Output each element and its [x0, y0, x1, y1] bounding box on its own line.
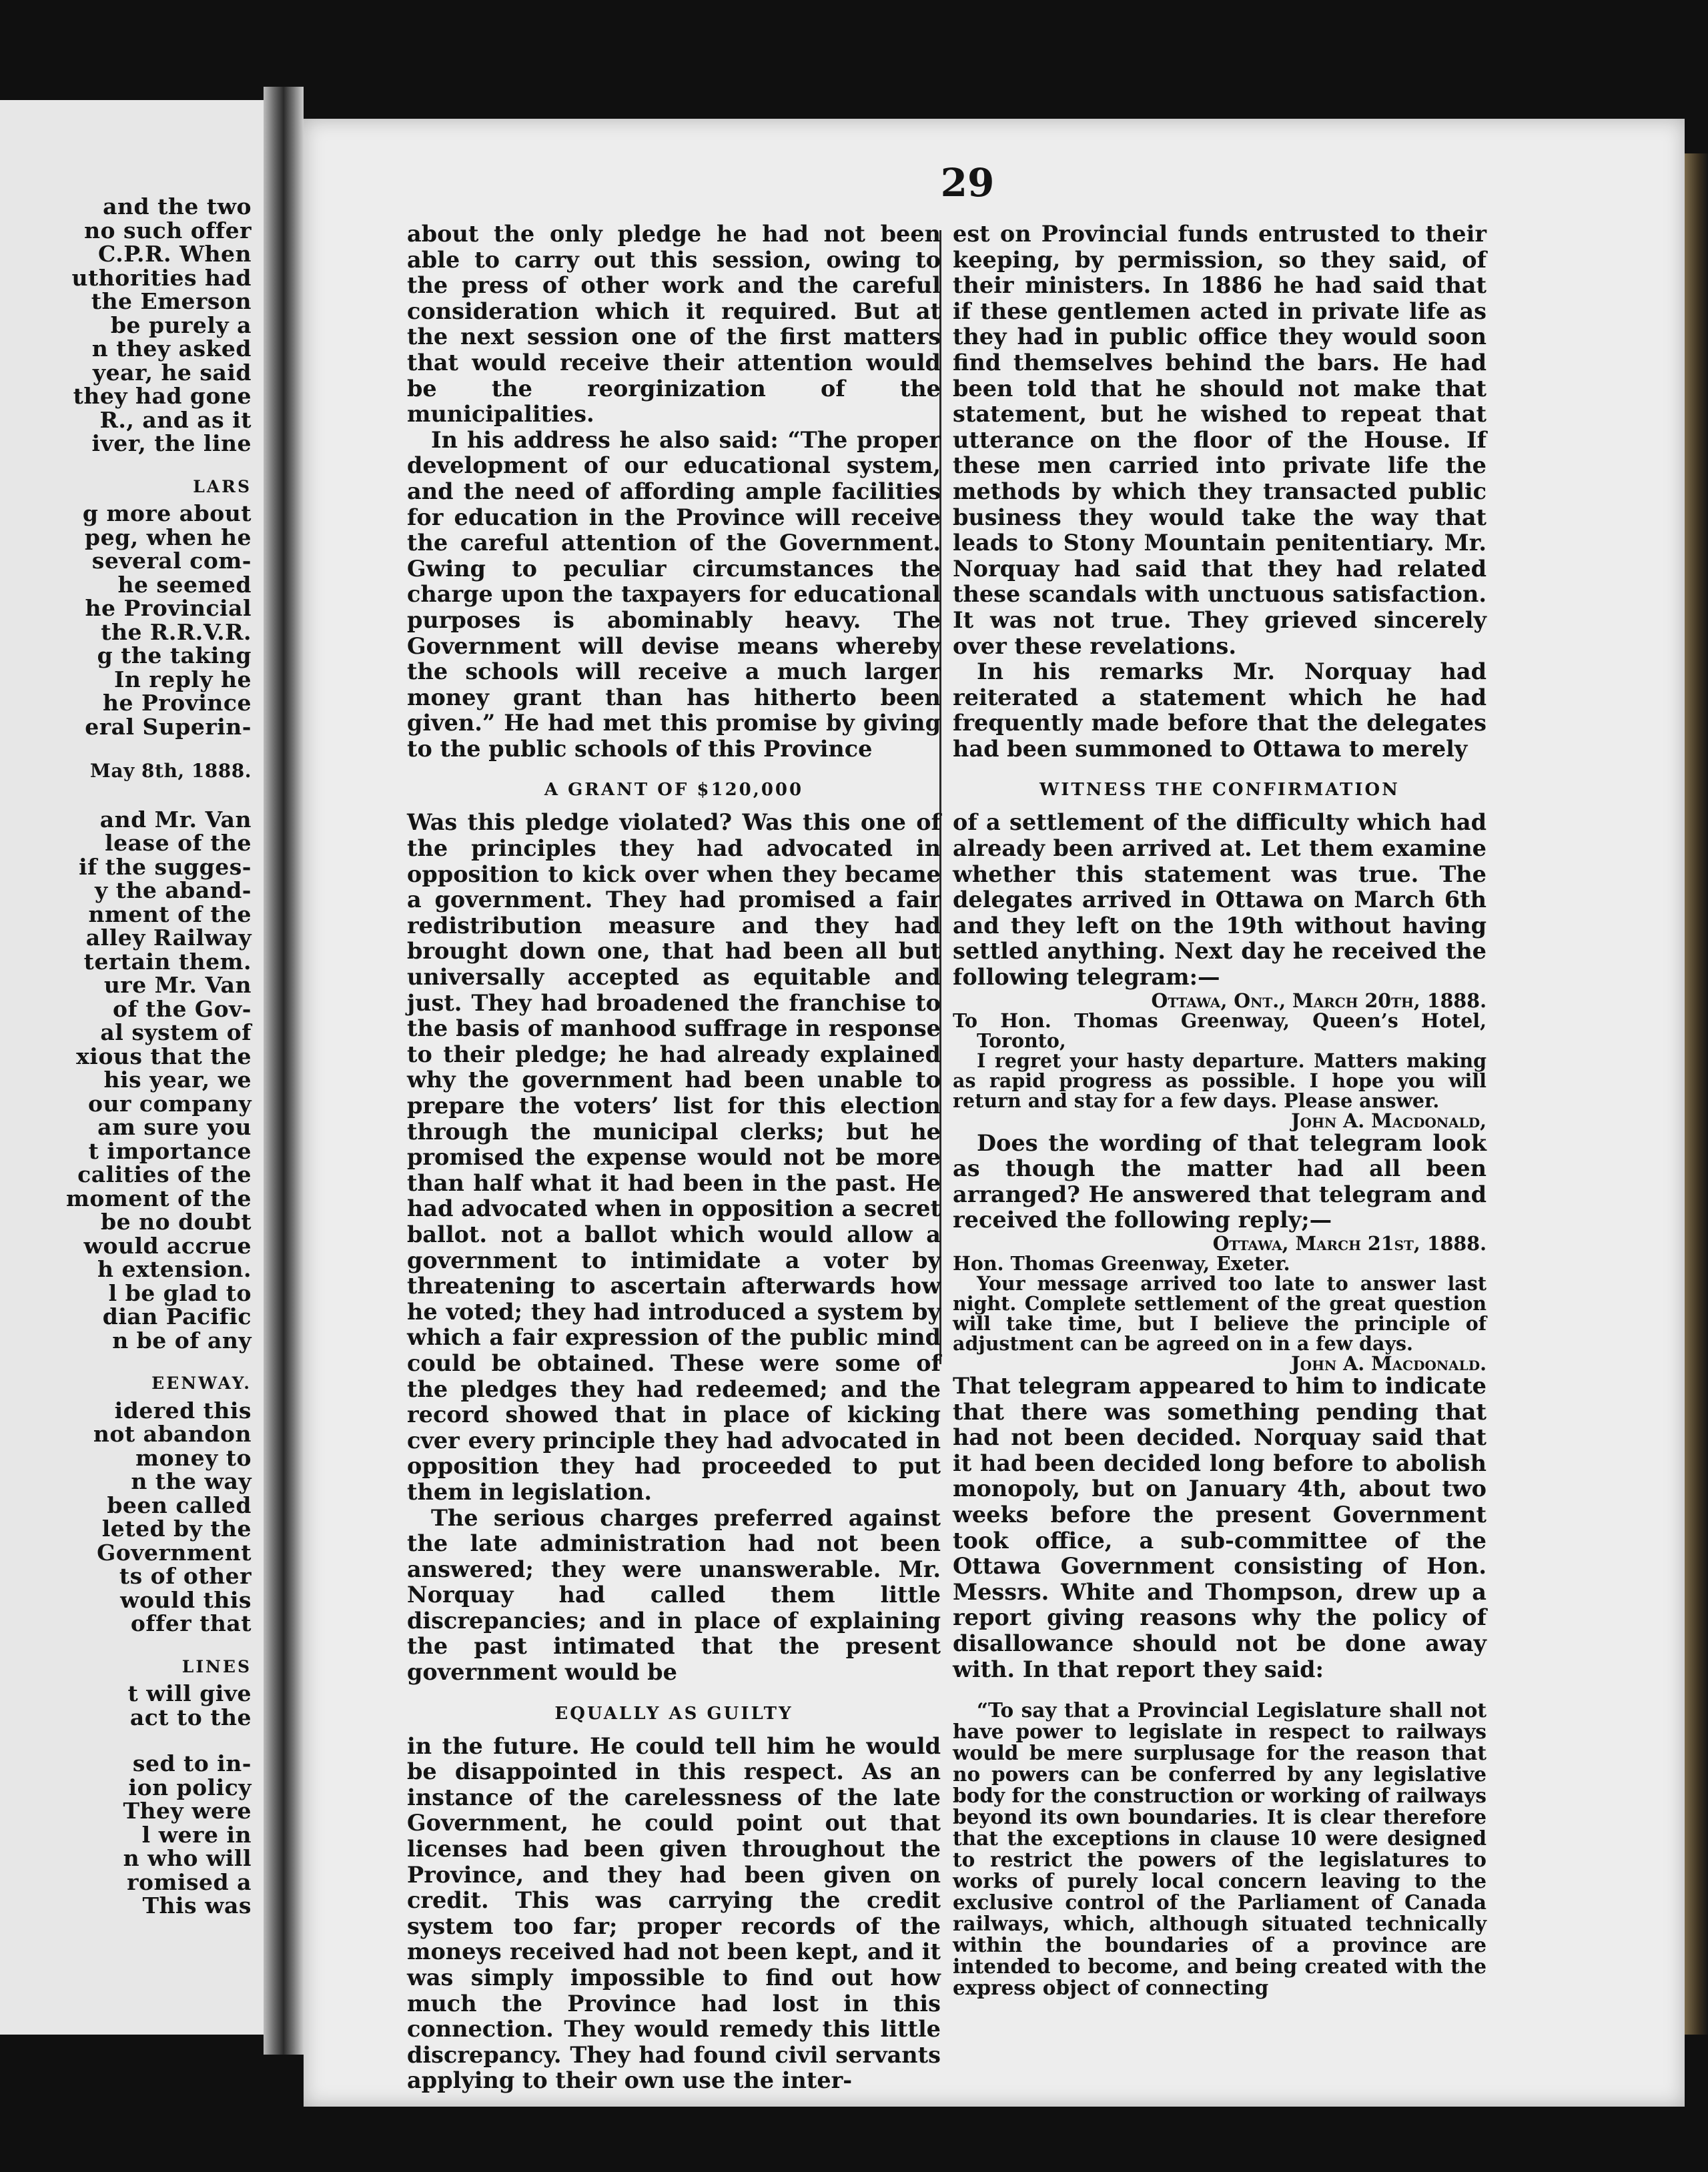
left-page-line: al system of [100, 1019, 252, 1045]
left-page-line: R., and as it [99, 406, 252, 433]
section-heading: WITNESS THE CONFIRMATION [1039, 780, 1400, 800]
telegram-signature: John A. Macdonald, [1291, 1109, 1486, 1132]
left-page-line: am sure you [97, 1114, 252, 1140]
left-page-line: if the sugges- [79, 853, 252, 880]
left-page-line: alley Railway [85, 925, 252, 951]
left-page-line: our company [87, 1090, 252, 1117]
left-page-line: n be of any [112, 1327, 252, 1353]
left-page-line: he Province [103, 690, 252, 716]
paragraph: In his address he also said: “The proper development of our educational system, and the need of affording ample facilities for education in the Province will receive the careful attention of the Government. Gwing to peculiar circumstances the charge upon the taxpayers for educational purposes is abominably heavy. The Government will devise means whereby the schools will receive a much larger money grant than has hitherto been given.” He had met this promise by giving to the public schools of this Province [407, 426, 941, 762]
left-page-line: offer that [130, 1610, 252, 1636]
left-page-fragment [0, 100, 264, 2035]
column-right [953, 221, 1486, 1999]
left-page-line: May 8th, 1888. [89, 760, 252, 782]
page-edge [1685, 153, 1708, 2035]
left-page-line: They were [123, 1798, 252, 1824]
left-page-line: g more about [82, 500, 252, 526]
left-page-line: h extension. [97, 1256, 252, 1282]
left-page-line: LARS [193, 476, 252, 496]
left-page-line: t will give [127, 1680, 252, 1706]
left-page-line: y the aband- [95, 877, 252, 903]
telegram-date: Ottawa, Ont., March 20th, 1888. [1151, 989, 1486, 1012]
left-page-line: lease of the [105, 830, 252, 856]
paragraph: of a settlement of the difficulty which had already been arrived at. Let them examine whether this statement was true. The delegates arrived in Ottawa on March 6th and they left on the 19th without having settled anything. Next day he received the following telegram:— [953, 809, 1486, 991]
left-page-line: his year, we [103, 1067, 252, 1093]
left-page-line: LINES [181, 1656, 252, 1676]
left-page-line: moment of the [66, 1185, 252, 1211]
left-page-line: xious that the [76, 1043, 252, 1069]
telegram-recipient: Hon. Thomas Greenway, Exeter. [953, 1252, 1290, 1275]
left-page-line: romised a [127, 1868, 252, 1895]
left-page-line: t importance [88, 1137, 252, 1164]
left-page-line: they had gone [73, 383, 252, 409]
paragraph: about the only pledge he had not been able to carry out this session, owing to the press of other work and the careful consideration which it required. But at the next session one of the first matters that would receive their attention would be the reorginization of the municipalities. [407, 221, 941, 428]
left-page-line: n they asked [91, 336, 252, 362]
paragraph: In his remarks Mr. Norquay had reiterated a statement which he had frequently made before that the delegates had been summoned to Ottawa to merely [953, 658, 1486, 762]
telegram-recipient: To Hon. Thomas Greenway, Queen’s Hotel, Toronto, [953, 1009, 1486, 1052]
left-page-line: eral Superin- [85, 713, 252, 740]
left-page-line: ion policy [128, 1774, 252, 1800]
left-page-line: calities of the [77, 1161, 252, 1187]
section-heading: EQUALLY AS GUILTY [554, 1703, 793, 1724]
left-page-line: n who will [123, 1845, 252, 1871]
left-page-line: uthorities had [71, 264, 252, 291]
left-page-line: ure Mr. Van [103, 972, 252, 998]
telegram-date: Ottawa, March 21st, 1888. [1212, 1232, 1486, 1255]
left-page-line: no such offer [84, 217, 252, 243]
left-page-line: l be glad to [108, 1279, 252, 1306]
left-page-line: he Provincial [85, 595, 252, 621]
left-page-line: he seemed [117, 571, 252, 598]
left-page-line: dian Pacific [102, 1303, 252, 1329]
paragraph: Does the wording of that telegram look as though the matter had all been arranged? He answered that telegram and received the following reply;— [953, 1129, 1486, 1233]
left-page-line: and Mr. Van [99, 806, 252, 833]
book-gutter [264, 87, 304, 2055]
left-page-line: ts of other [119, 1563, 252, 1589]
page-number: 29 [940, 160, 995, 205]
left-page-line: In reply he [113, 666, 252, 692]
left-page-line: be no doubt [101, 1209, 252, 1235]
left-page-line: EENWAY. [151, 1374, 252, 1393]
left-page-line: C.P.R. When [98, 241, 252, 267]
left-page-line: nment of the [88, 901, 252, 927]
left-page-line: several com- [91, 548, 252, 574]
left-page-line: g the taking [97, 642, 252, 668]
left-page-line: of the Gov- [113, 995, 252, 1022]
left-page-line: and the two [103, 193, 252, 219]
left-page-line: be purely a [110, 312, 252, 338]
left-page-line: act to the [129, 1704, 252, 1730]
left-page-line: been called [107, 1492, 252, 1518]
section-heading: A GRANT OF $120,000 [544, 780, 804, 800]
left-page-line: Government [97, 1539, 252, 1566]
left-page-line: the R.R.V.R. [101, 618, 252, 645]
left-page-line: peg, when he [85, 524, 252, 550]
left-page-line: idered this [114, 1397, 252, 1424]
paragraph: Was this pledge violated? Was this one of the principles they had advocated in opposition to kick over when they became a government. They had promised a fair redistribution measure and they had brought down one, that had been all but universally accepted as equitable and just. They had broadened the franchise to the basis of manhood suffrage in response to their pledge; he had already explained why the government had been unable to prepare the voters’ list for this election through the municipal clerks; but he promised the expense would not be more than half what it had been in the past. He had advocated when in opposition a secret ballot. not a ballot which would allow a government to intimidate a voter by threatening to ascertain afterwards how he voted; they had introduced a system by which a fair expression of the public mind could be obtained. These were some of the pledges they had redeemed; and the record showed that in place of kicking cver every principle they had advocated in opposition they had proceeded to put them in legislation. [407, 809, 941, 1505]
paragraph: est on Provincial funds entrusted to their keeping, by permission, so they said, of their ministers. In 1886 he had said that if these gentlemen acted in private life as they had in public office they would soon find themselves behind the bars. He had been told that he should not make that statement, but he wished to repeat that utterance on the floor of the House. If these men carried into private life the methods by which they transacted public business they would take the way that leads to Stony Mountain penitentiary. Mr. Norquay had said that they had related these scandals with unctuous satisfaction. It was not true. They grieved sincerely over these revelations. [953, 221, 1486, 659]
left-page-line: l were in [141, 1821, 252, 1848]
left-page-line: would this [120, 1586, 252, 1613]
left-page-line: money to [135, 1444, 252, 1471]
left-page-line: iver, the line [91, 430, 252, 456]
telegram-signature: John A. Macdonald. [1291, 1352, 1486, 1375]
left-page-line: the Emerson [91, 288, 252, 314]
paragraph: That telegram appeared to him to indicate that there was something pending that had not been decided. Norquay said that it had been decided long before to abolish monopoly, but on January 4th, about two weeks before the present Government took office, a sub-committee of the Ottawa Government consisting of Hon. Messrs. White and Thompson, drew up a report giving reasons why the policy of disallowance should not be done away with. In that report they said: [953, 1373, 1486, 1682]
column-left [407, 221, 941, 2094]
left-page-line: sed to in- [132, 1750, 252, 1776]
left-page-line: not abandon [93, 1421, 252, 1447]
quotation: “To say that a Provincial Legislature shall not have power to legislate in respect to railways would be mere surplusage for the reason that no powers can be conferred by any legislative body for the construction or working of railways beyond its own boundaries. It is clear therefore that the exceptions in clause 10 were designed to restrict the powers of the legislatures to works of purely local concern leaving to the exclusive control of the Parliament of Canada railways, which, although situated technically within the boundaries of a province are intended to become, and being created with the express object of connecting [953, 1698, 1486, 2000]
telegram-body: I regret your hasty departure. Matters making as rapid progress as possible. I hope you will return and stay for a few days. Please answer. [953, 1049, 1486, 1112]
paragraph: in the future. He could tell him he would be disappointed in this respect. As an instance of the carelessness of the late Government, he could point out that licenses had been given throughout the Province, and they had been given on credit. This was carrying the credit system too far; proper records of the moneys received had not been kept, and it was simply impossible to find out how much the Province had lost in this connection. They would remedy this little discrepancy. They had found civil servants applying to their own use the inter- [407, 1732, 941, 2094]
left-page-line: leted by the [101, 1516, 252, 1542]
left-page-line: tertain them. [83, 948, 252, 975]
telegram-body: Your message arrived too late to answer last night. Complete settlement of the great question will take time, but I believe the principle of adjustment can be agreed on in a few days. [953, 1272, 1486, 1355]
left-page-line: n the way [131, 1468, 252, 1494]
left-page-line: This was [142, 1892, 252, 1919]
left-page-line: year, he said [92, 359, 252, 386]
left-page-line: would accrue [83, 1232, 252, 1259]
paragraph: The serious charges preferred against the late administration had not been answered; they were unanswerable. Mr. Norquay had called them little discrepancies; and in place of explaining the past intimated that the present government would be [407, 1504, 941, 1686]
